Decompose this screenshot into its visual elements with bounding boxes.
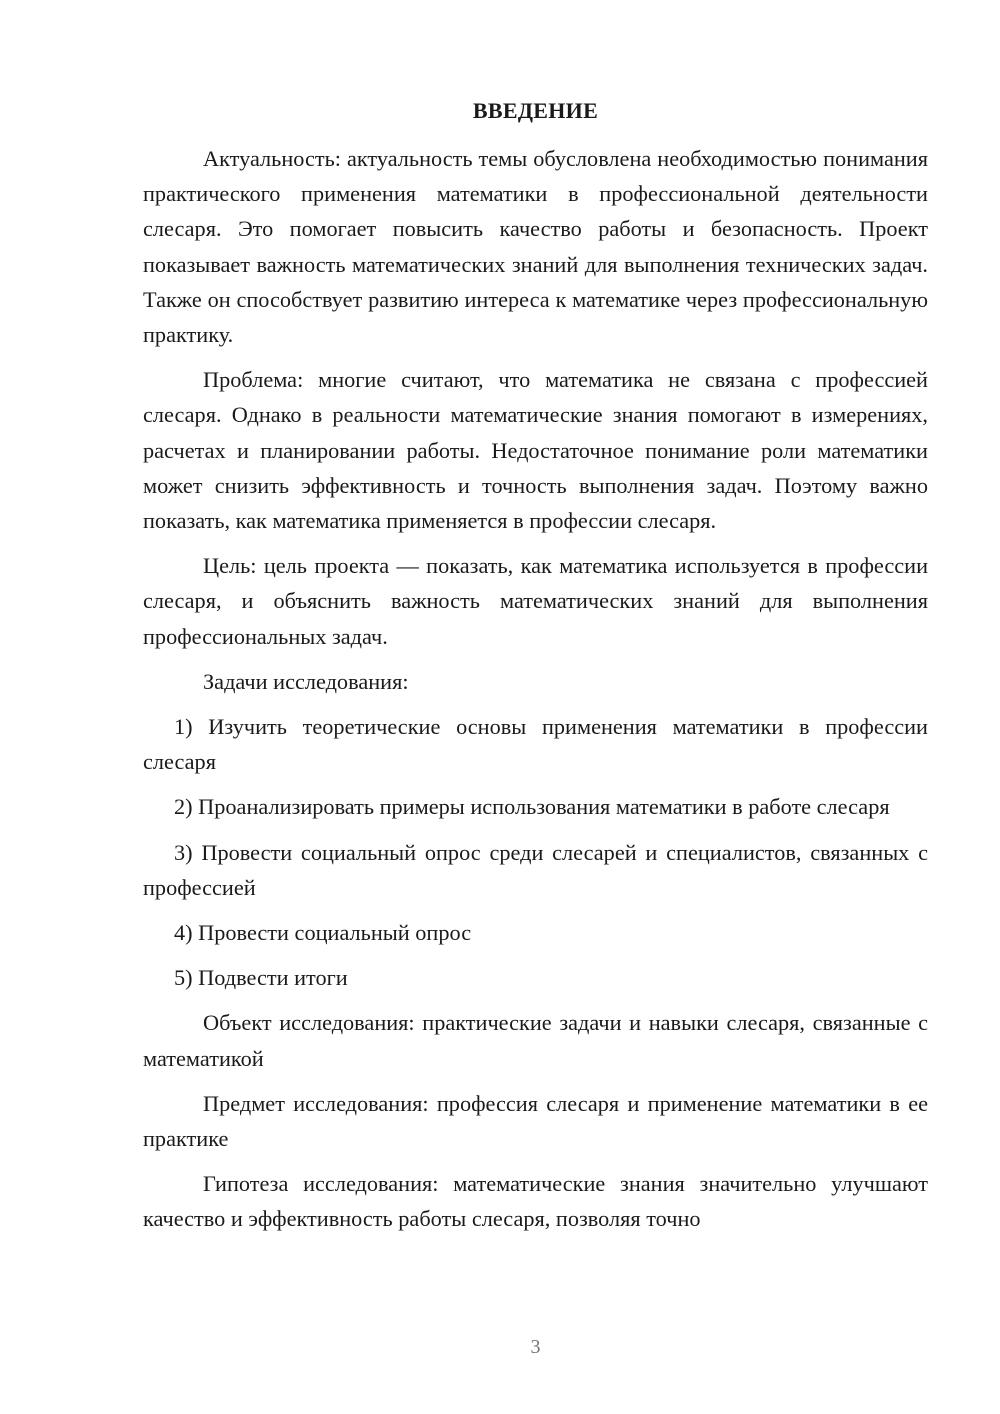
paragraph-relevance: Актуальность: актуальность темы обусловлена необходимостью понимания практического применения математики в профессиональной деятельности слесаря. Это помогает повысить качество работы и безопасность. Проект показывает важность математических знаний для выполнения технических задач. Также он способствует развитию интереса к математике через профессиональную практику.	[143, 146, 928, 348]
task-item-4: 4) Провести социальный опрос	[174, 920, 472, 946]
paragraph-goal: Цель: цель проекта — показать, как математика используется в профессии слесаря, и объяснить важность математических знаний для выполнения профессиональных задач.	[143, 553, 928, 649]
document-body	[143, 141, 928, 1247]
page-number: 3	[530, 1336, 541, 1358]
task-item-5: 5) Подвести итоги	[174, 965, 348, 991]
document-page	[143, 0, 928, 1414]
task-item-2: 2) Проанализировать примеры использования математики в работе слесаря	[174, 794, 890, 820]
paragraph-subject: Предмет исследования: профессия слесаря и применение математики в ее практике	[143, 1090, 928, 1152]
section-title: ВВЕДЕНИЕ	[472, 98, 599, 123]
paragraph-problem: Проблема: многие считают, что математика не связана с профессией слесаря. Однако в реальности математические знания помогают в измерениях, расчетах и планировании работы. Недостаточное понимание роли математики может снизить эффективность и точность выполнения задач. Поэтому важно показать, как математика применяется в профессии слесаря.	[143, 367, 928, 534]
task-item-3: 3) Провести социальный опрос среди слесарей и специалистов, связанных с профессией	[143, 839, 928, 900]
paragraph-tasks-heading: Задачи исследования:	[203, 668, 409, 694]
paragraph-hypothesis: Гипотеза исследования: математические знания значительно улучшают качество и эффективность работы слесаря, позволяя точно	[143, 1171, 928, 1232]
task-item-1: 1) Изучить теоретические основы применения математики в профессии слесаря	[143, 714, 928, 775]
paragraph-object: Объект исследования: практические задачи и навыки слесаря, связанные с математикой	[143, 1010, 928, 1071]
